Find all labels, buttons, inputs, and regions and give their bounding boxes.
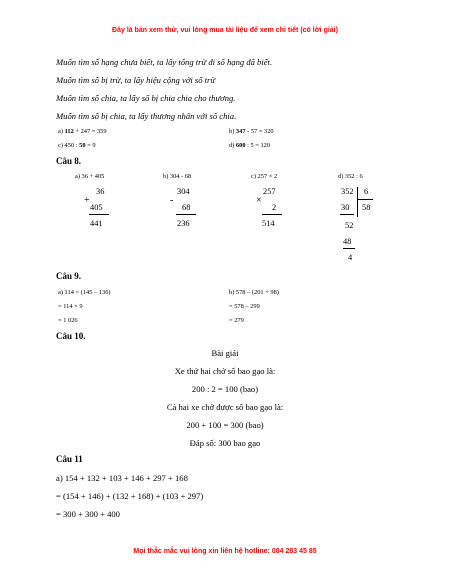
q11-line: = 300 + 300 + 400 xyxy=(56,509,120,519)
q9-a-line: = 1 026 xyxy=(58,317,78,324)
footer-notice: Mọi thắc mắc vui lòng xin liên hệ hotline: 084 283 45 85 xyxy=(133,548,317,555)
q8-header-a: a) 36 + 405 xyxy=(75,173,105,180)
column-bottom-c: 2 xyxy=(272,203,277,212)
solution-line: 200 : 2 = 100 (bao) xyxy=(191,384,259,394)
q9-b-line: b) 578 – (201 + 98) xyxy=(229,289,279,296)
rule-line: Muốn tìm số bị trừ, ta lấy hiệu cộng với số trừ xyxy=(56,75,216,85)
q10-title: Câu 10. xyxy=(56,331,86,341)
product-line xyxy=(262,214,282,215)
column-bottom-b: 68 xyxy=(182,203,191,212)
q7-answer-c: c) 450 : 50 = 9 xyxy=(58,142,96,149)
division-dividend: 352 xyxy=(341,187,354,196)
division-partial: 30 xyxy=(341,203,350,212)
subtract-line xyxy=(343,248,355,249)
q9-b-line: = 578 – 299 xyxy=(229,303,260,310)
column-top-c: 257 xyxy=(263,187,276,196)
divisor-line xyxy=(357,199,373,200)
operator-plus: + xyxy=(84,195,90,206)
q9-a-line: = 114 × 9 xyxy=(58,303,83,310)
partial-line xyxy=(340,214,354,215)
division-remainder-1: 52 xyxy=(345,221,354,230)
column-result-c: 514 xyxy=(262,219,275,228)
q11-line: = (154 + 146) + (132 + 168) + (103 + 297) xyxy=(56,491,204,501)
operator-minus: - xyxy=(170,195,174,206)
solution-heading: Bài giải xyxy=(211,348,239,358)
q8-title: Câu 8. xyxy=(56,156,82,166)
column-top-a: 36 xyxy=(96,187,105,196)
solution-line: Cả hai xe chở được số bao gạo là: xyxy=(166,402,284,412)
division-divisor: 6 xyxy=(364,187,369,196)
header-notice: Đây là bản xem thử, vui lòng mua tài liệu để xem chi tiết (có lời giải) xyxy=(112,27,338,34)
q7-answer-d: d) 600 : 5 = 120 xyxy=(229,142,271,149)
operator-times: × xyxy=(256,195,262,206)
q9-b-line: = 279 xyxy=(229,317,244,324)
q8-header-c: c) 257 × 2 xyxy=(251,173,278,180)
difference-line xyxy=(176,214,196,215)
column-result-a: 441 xyxy=(90,219,103,228)
q7-answer-b: b) 347 - 57 = 320 xyxy=(229,128,274,135)
rule-line: Muốn tìm số bị chia, ta lấy thương nhân với số chia. xyxy=(56,111,237,121)
division-bar xyxy=(357,187,358,217)
q9-title: Câu 9. xyxy=(56,271,82,281)
q11-line: a) 154 + 132 + 103 + 146 + 297 + 168 xyxy=(56,473,188,483)
q9-a-line: a) 114 × (145 – 136) xyxy=(58,289,111,296)
q11-title: Câu 11 xyxy=(56,454,83,464)
column-result-b: 236 xyxy=(177,219,190,228)
q8-header-d: d) 352 : 6 xyxy=(338,173,363,180)
division-quotient: 58 xyxy=(362,203,371,212)
q8-header-b: b) 304 - 68 xyxy=(163,173,192,180)
solution-line: Xe thứ hai chở số bao gạo là: xyxy=(174,366,276,376)
column-bottom-a: 405 xyxy=(90,203,103,212)
solution-line: 200 + 100 = 300 (bao) xyxy=(186,420,264,430)
rule-line: Muốn tìm số hạng chưa biết, ta lấy tổng trừ đi số hạng đã biết. xyxy=(56,57,273,67)
solution-answer: Đáp số: 300 bao gạo xyxy=(189,438,261,448)
rule-line: Muốn tìm số chia, ta lấy số bị chia chia cho thương. xyxy=(56,93,236,103)
division-remainder-2: 4 xyxy=(348,253,353,262)
division-subtract-2: 48 xyxy=(343,237,352,246)
sum-line xyxy=(89,214,109,215)
q7-answer-a: a) 112 + 247 = 359 xyxy=(58,128,107,135)
column-top-b: 304 xyxy=(177,187,190,196)
